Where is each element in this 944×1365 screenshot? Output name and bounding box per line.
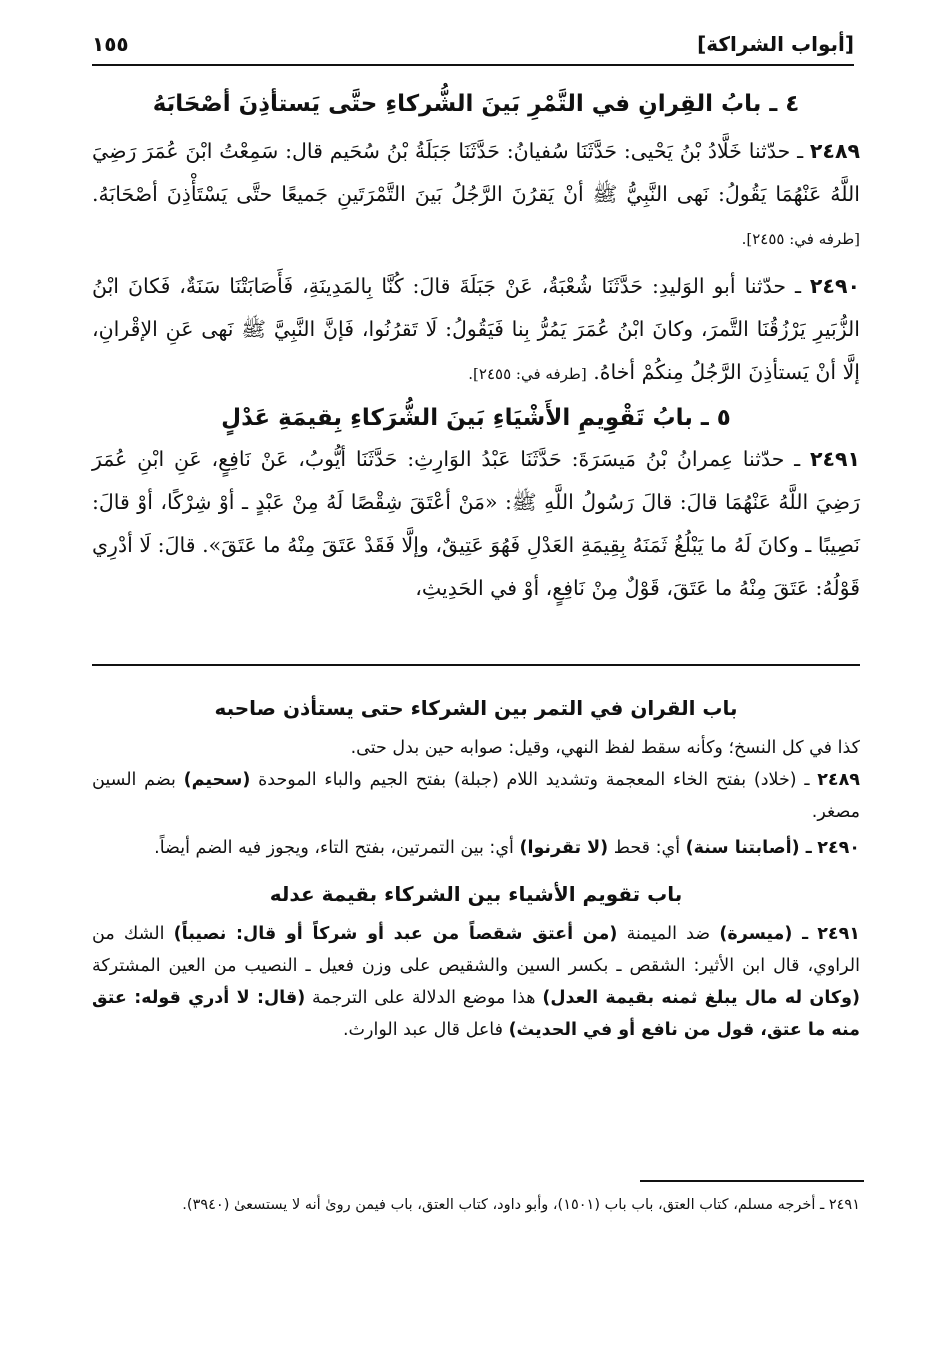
commentary-intro: كذا في كل النسخ؛ وكأنه سقط لفظ النهي، وقيل: صوابه حين بدل حتى. xyxy=(350,738,860,758)
hadith-number: ٢٤٩١ xyxy=(809,447,860,471)
hadith-number: ٢٤٨٩ xyxy=(809,139,860,163)
commentary-heading-2: باب تقويم الأشياء بين الشركاء بقيمة عدله xyxy=(269,882,683,906)
commentary-number: ٢٤٨٩ xyxy=(817,770,860,790)
commentary-2489 xyxy=(92,764,860,828)
commentary-text: بضم السين مصغر. xyxy=(92,770,860,822)
footnote-2491: ٢٤٩١ ـ أخرجه مسلم، كتاب العتق، باب باب (١٥٠١)، وأبو داود، كتاب العتق، باب فيمن روىٰ أنه لا يستسعىٰ (٣٩٤٠). xyxy=(182,1197,860,1213)
commentary-text: هذا موضع الدلالة على الترجمة xyxy=(312,988,536,1008)
commentary-number: ٢٤٩١ xyxy=(817,924,860,944)
commentary-number: ٢٤٩٠ xyxy=(817,838,860,858)
commentary-term: (من أعتق شقصاً من عبد أو شركاً أو قال: نصيباً) xyxy=(173,924,618,944)
hadith-text: ـ حدّثنا خَلَّادُ بْنُ يَحْيى: حَدَّثَنَا سُفيانُ: حَدَّثَنَا جَبَلَةُ بْنُ سُحَيم قال: سَمِعْتُ ابْنَ عُمَرَ رَضِيَ اللَّهُ عَنْهُمَا يَقُولُ: نَهى النَّبِيُّ ﷺ أنْ يَقرُنَ الرَّجُلُ بَينَ التَّمْرَتَينِ جَميعًا حتَّى يَسْتَأْذِنَ أصْحَابَهُ. xyxy=(92,139,860,206)
page-number: ١٥٥ xyxy=(92,32,129,56)
commentary-term: (لا تقرنوا) xyxy=(519,838,609,858)
commentary-text: أي: قحط xyxy=(613,838,681,858)
commentary-heading-1: باب القران في التمر بين الشركاء حتى يستأذن صاحبه xyxy=(214,696,738,720)
commentary-term: (وكان له مال يبلغ ثمنه بقيمة العدل) xyxy=(542,988,860,1008)
commentary-text: ضد الميمنة xyxy=(626,924,711,944)
commentary-term: (قال: لا أدري قوله: عتق منه ما عتق، قول من نافع أو في الحديث) xyxy=(92,988,860,1040)
hadith-2489 xyxy=(92,130,860,261)
main-text xyxy=(92,84,860,610)
chapter-title: [أبواب الشراكة] xyxy=(697,32,854,56)
commentary-term: ـ (أصابتنا سنة) xyxy=(685,838,812,858)
commentary xyxy=(92,690,860,1046)
chapter-heading-4: ٤ ـ بابُ القِرانِ في التَّمْرِ بَينَ الشُّركاءِ حتَّى يَستأذِنَ أصْحَابَهُ xyxy=(152,91,800,117)
hadith-2490 xyxy=(92,265,860,396)
hadith-text: ـ حدّثنا عِمرانُ بْنُ مَيسَرَةَ: حَدَّثَنَا عَبْدُ الوَارِثِ: حَدَّثَنَا أيُّوبُ، عَنْ نَافِعٍ، عَنِ ابْنِ عُمَرَ رَضِيَ اللَّهُ عَنْهُمَا قالَ: قالَ رَسُولُ اللَّهِ ﷺ: «مَنْ أعْتَقَ شِقْصًا لَهُ مِنْ عَبْدٍ ـ أوْ شِرْكًا، أوْ قالَ: نَصِيبًا ـ وكانَ لَهُ ما يَبْلُغُ ثَمَنَهُ بِقِيمَةِ العَدْلِ فَهُوَ عَتِيقٌ، وإلَّا فَقَدْ عَتَقَ مِنْهُ ما عَتَقَ». قالَ: لَا أدْرِي قَوْلُهُ: عَتَقَ مِنْهُ ما عَتَقَ، قَوْلٌ مِنْ نَافِعٍ، أوْ في الحَدِيثِ، xyxy=(92,447,860,600)
page-header xyxy=(92,26,854,66)
footnotes xyxy=(92,1190,860,1220)
commentary-text: أي: بين التمرتين، بفتح التاء، ويجوز فيه الضم أيضاً. xyxy=(154,838,514,858)
commentary-term: ـ (ميسرة) xyxy=(719,924,809,944)
commentary-term: (سحيم) xyxy=(183,770,251,790)
hadith-text: ـ حدّثنا أبو الوَليدِ: حَدَّثَنَا شُعْبَةُ، عَنْ جَبَلَةَ قالَ: كُنَّا بِالمَدِينَةِ، فَأَصَابَتْنَا سَنَةٌ، فَكانَ ابْنُ الزُّبَيرِ يَرْزُقُنَا التَّمرَ، وكانَ ابْنُ عُمَرَ يَمُرُّ بِنا فَيَقُولُ: لَا تَقرُنُوا، فَإنَّ النَّبِيَّ ﷺ نَهى عَنِ الإقْرانِ، إلَّا أنْ يَستأذِنَ الرَّجُلُ مِنكُمْ أخاهُ. xyxy=(92,274,860,384)
header-divider xyxy=(92,64,854,66)
hadith-2491 xyxy=(92,438,860,610)
commentary-text: ـ (خلاد) بفتح الخاء المعجمة وتشديد اللام (جبلة) بفتح الجيم والباء الموحدة xyxy=(258,770,810,790)
cross-reference: [طرفه في: ٢٤٥٥]. xyxy=(468,365,587,383)
commentary-2490 xyxy=(92,832,860,864)
footnote-divider xyxy=(640,1180,864,1182)
commentary-divider xyxy=(92,664,860,666)
chapter-heading-5: ٥ ـ بابُ تَقْوِيمِ الأَشْيَاءِ بَينَ الشُّرَكاءِ بِقيمَةِ عَدْلٍ xyxy=(221,405,731,431)
cross-reference: [طرفه في: ٢٤٥٥]. xyxy=(741,230,860,248)
hadith-number: ٢٤٩٠ xyxy=(809,274,860,298)
commentary-text: فاعل قال عبد الوارث. xyxy=(342,1020,503,1040)
commentary-2491 xyxy=(92,918,860,1046)
commentary-text: الشك من الراوي، قال ابن الأثير: الشقص ـ بكسر السين والشقيص على وزن فعيل ـ النصيب من العين المشتركة xyxy=(92,924,860,976)
